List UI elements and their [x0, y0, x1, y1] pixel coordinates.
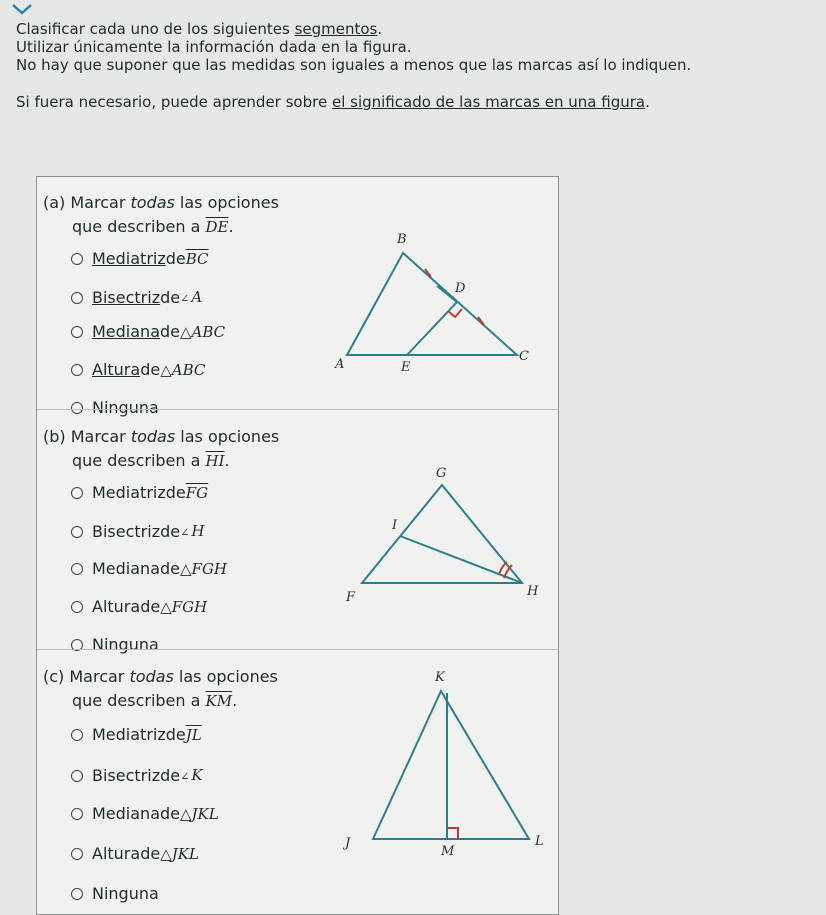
chevron-down-icon[interactable] — [10, 2, 34, 16]
radio-button[interactable] — [71, 253, 83, 265]
radio-button[interactable] — [71, 563, 83, 575]
label-h: H — [527, 584, 539, 599]
option-a-ninguna[interactable]: Ninguna — [71, 398, 159, 418]
label-f: F — [346, 590, 356, 605]
label-j: J — [345, 836, 351, 851]
option-b-mediana[interactable]: Mediana de △FGH — [71, 559, 227, 579]
label-m: M — [441, 844, 455, 859]
option-c-bisectriz[interactable]: Bisectriz de ∠ K — [71, 765, 203, 787]
label-a: A — [335, 357, 345, 372]
option-c-mediatriz[interactable]: Mediatriz de $\overline{JL}$ — [71, 725, 202, 745]
question-b-text: (b) Marcar todas las opciones que describen a $\overline{HI}$. — [43, 427, 280, 470]
option-c-altura[interactable]: Altura de △JKL — [71, 844, 199, 864]
label-l: L — [535, 834, 544, 849]
segment-hi: $\overline{HI}$ — [205, 452, 225, 470]
radio-button[interactable] — [71, 364, 83, 376]
radio-button[interactable] — [71, 292, 83, 304]
label-e: E — [401, 360, 411, 375]
figure-a-triangle — [327, 227, 547, 377]
instruction-line-3: No hay que suponer que las medidas son iguales a menos que las marcas así lo indiquen. — [16, 56, 692, 74]
label-k: K — [435, 670, 445, 685]
label-d: D — [455, 281, 466, 296]
option-b-bisectriz[interactable]: Bisectriz de ∠ H — [71, 521, 204, 543]
radio-button[interactable] — [71, 848, 83, 860]
segment-de: $\overline{DE}$ — [205, 218, 229, 236]
label-b: B — [397, 232, 407, 247]
option-a-altura[interactable]: Altura de △ABC — [71, 360, 205, 380]
label-g: G — [436, 466, 447, 481]
radio-button[interactable] — [71, 888, 83, 900]
option-c-mediana[interactable]: Mediana de △JKL — [71, 804, 219, 824]
option-b-altura[interactable]: Altura de △FGH — [71, 597, 207, 617]
radio-button[interactable] — [71, 770, 83, 782]
question-a-text: (a) Marcar todas las opciones que describen a $\overline{DE}$. — [43, 193, 279, 236]
radio-button[interactable] — [71, 402, 83, 414]
option-c-ninguna[interactable]: Ninguna — [71, 884, 159, 904]
radio-button[interactable] — [71, 326, 83, 338]
figure-c-triangle — [337, 651, 557, 859]
option-a-bisectriz[interactable]: Bisectriz de ∠ A — [71, 287, 202, 309]
option-b-ninguna[interactable]: Ninguna — [71, 635, 159, 655]
instruction-line-2: Utilizar únicamente la información dada en la figura. — [16, 38, 412, 56]
instruction-line-1: Clasificar cada uno de los siguientes segmentos. — [16, 20, 383, 38]
segmentos-link[interactable]: segmentos — [294, 20, 378, 38]
label-c: C — [519, 349, 529, 364]
instruction-line-4: Si fuera necesario, puede aprender sobre el significado de las marcas en una figura. — [16, 93, 650, 111]
radio-button[interactable] — [71, 526, 83, 538]
segment-km: $\overline{KM}$ — [205, 692, 233, 710]
label-i: I — [392, 518, 398, 533]
section-divider — [37, 409, 558, 410]
option-a-mediana[interactable]: Mediana de △ABC — [71, 322, 225, 342]
figure-b-triangle — [332, 461, 552, 611]
option-a-mediatriz[interactable]: Mediatriz de $\overline{BC}$ — [71, 249, 209, 269]
radio-button[interactable] — [71, 487, 83, 499]
question-c-text: (c) Marcar todas las opciones que describen a $\overline{KM}$. — [43, 667, 278, 710]
radio-button[interactable] — [71, 729, 83, 741]
option-b-mediatriz[interactable]: Mediatriz de $\overline{FG}$ — [71, 483, 208, 503]
question-panel — [36, 176, 559, 915]
section-divider — [37, 649, 558, 650]
radio-button[interactable] — [71, 601, 83, 613]
radio-button[interactable] — [71, 808, 83, 820]
marcas-figura-link[interactable]: el significado de las marcas en una figura — [331, 93, 646, 111]
